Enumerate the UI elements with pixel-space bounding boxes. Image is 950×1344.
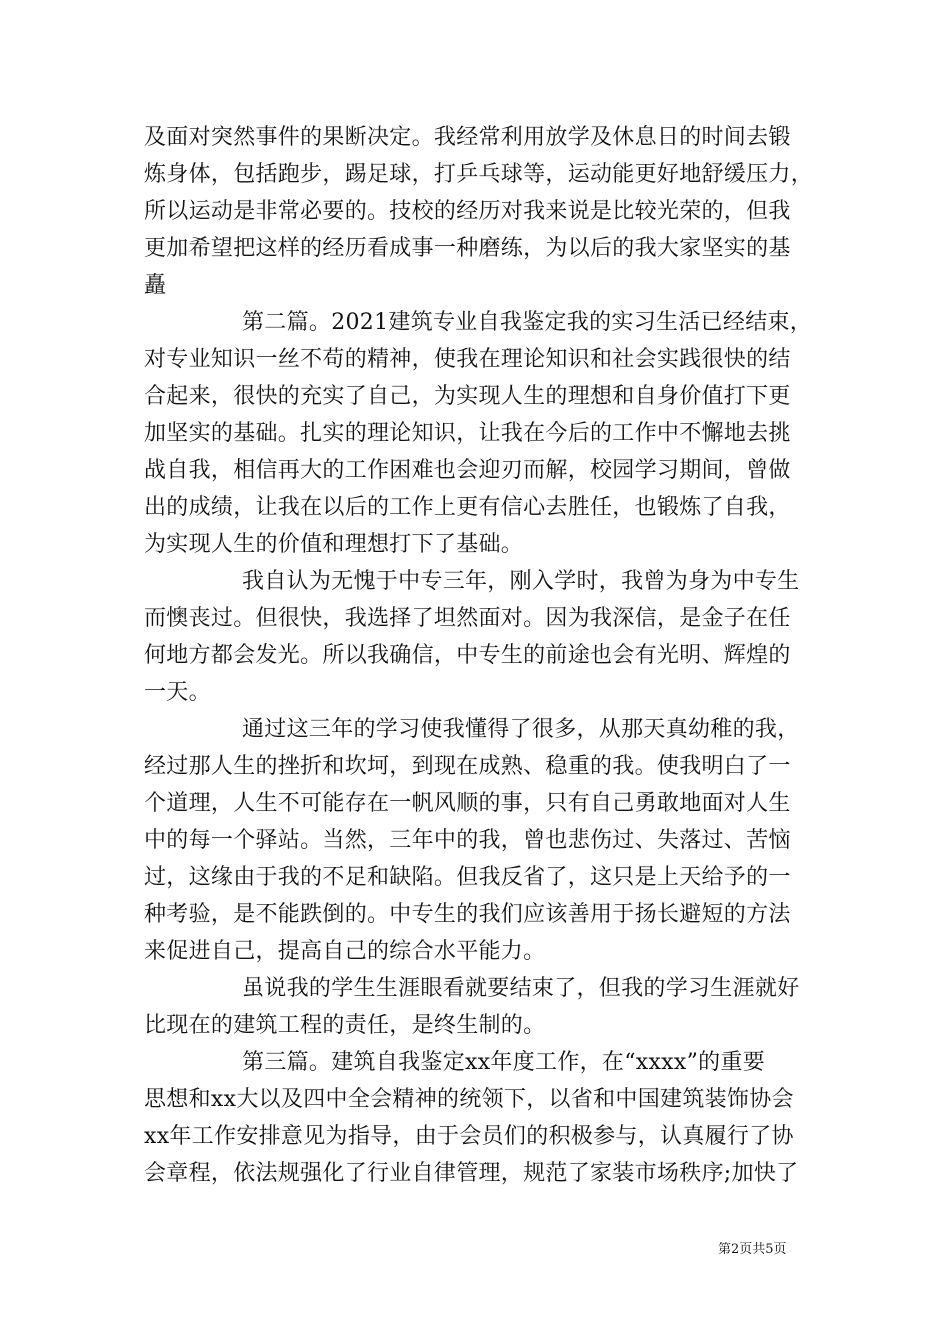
text-line: 战自我，相信再大的工作困难也会迎刃而解，校园学习期间，曾做	[144, 458, 791, 483]
text-line: 炼身体，包括跑步，踢足球，打乒乓球等，运动能更好地舒缓压力，	[144, 162, 814, 187]
text-line: 中的每一个驿站。当然，三年中的我，曾也悲伤过、失落过、苦恼	[144, 828, 791, 853]
text-line: 思想和xx大以及四中全会精神的统领下，以省和中国建筑装饰协会	[144, 1087, 794, 1112]
paragraph-start-line: 通过这三年的学习使我懂得了很多，从那天真幼稚的我，	[242, 717, 800, 742]
text-line: 及面对突然事件的果断决定。我经常利用放学及休息日的时间去锻	[144, 125, 791, 150]
text-line: 加坚实的基础。扎实的理论知识，让我在今后的工作中不懈地去挑	[144, 421, 791, 446]
text-line: 来促进自己，提高自己的综合水平能力。	[144, 939, 546, 964]
text-line: 矗	[144, 273, 167, 298]
text-line: 出的成绩，让我在以后的工作上更有信心去胜任，也锻炼了自我，	[144, 495, 791, 520]
text-line: 个道理，人生不可能存在一帆风顺的事，只有自己勇敢地面对人生	[144, 791, 791, 816]
text-line: 所以运动是非常必要的。技校的经历对我来说是比较光荣的，但我	[144, 199, 791, 224]
document-body	[144, 119, 844, 1192]
text-line: 为实现人生的价值和理想打下了基础。	[144, 532, 524, 557]
paragraph-start-line: 我自认为无愧于中专三年，刚入学时，我曾为身为中专生	[242, 569, 800, 594]
text-line: xx年工作安排意见为指导，由于会员们的积极参与，认真履行了协	[144, 1124, 794, 1149]
text-line: 何地方都会发光。所以我确信，中专生的前途也会有光明、辉煌的	[144, 643, 791, 668]
text-line: 一天。	[144, 680, 211, 705]
text-line: 会章程，依法规强化了行业自律管理，规范了家装市场秩序;加快了	[144, 1161, 799, 1186]
text-line: 种考验，是不能跌倒的。中专生的我们应该善用于扬长避短的方法	[144, 902, 791, 927]
page-number: 第2页共5页	[718, 1242, 787, 1257]
text-line: 对专业知识一丝不苟的精神，使我在理论知识和社会实践很快的结	[144, 347, 791, 372]
paragraph-start-line: 虽说我的学生生涯眼看就要结束了，但我的学习生涯就好	[242, 976, 800, 1001]
text-line: 过，这缘由于我的不足和缺陷。但我反省了，这只是上天给予的一	[144, 865, 791, 890]
paragraph-start-line: 第三篇。建筑自我鉴定xx年度工作，在“xxxx”的重要	[242, 1050, 766, 1075]
text-line: 比现在的建筑工程的责任，是终生制的。	[144, 1013, 546, 1038]
text-line: 经过那人生的挫折和坎坷，到现在成熟、稳重的我。使我明白了一	[144, 754, 791, 779]
text-line: 而懊丧过。但很快，我选择了坦然面对。因为我深信，是金子在任	[144, 606, 791, 631]
paragraph-start-line: 第二篇。2021建筑专业自我鉴定我的实习生活已经结束，	[242, 310, 813, 335]
text-line: 合起来，很快的充实了自己，为实现人生的理想和自身价值打下更	[144, 384, 791, 409]
text-line: 更加希望把这样的经历看成事一种磨练，为以后的我大家坚实的基	[144, 236, 791, 261]
